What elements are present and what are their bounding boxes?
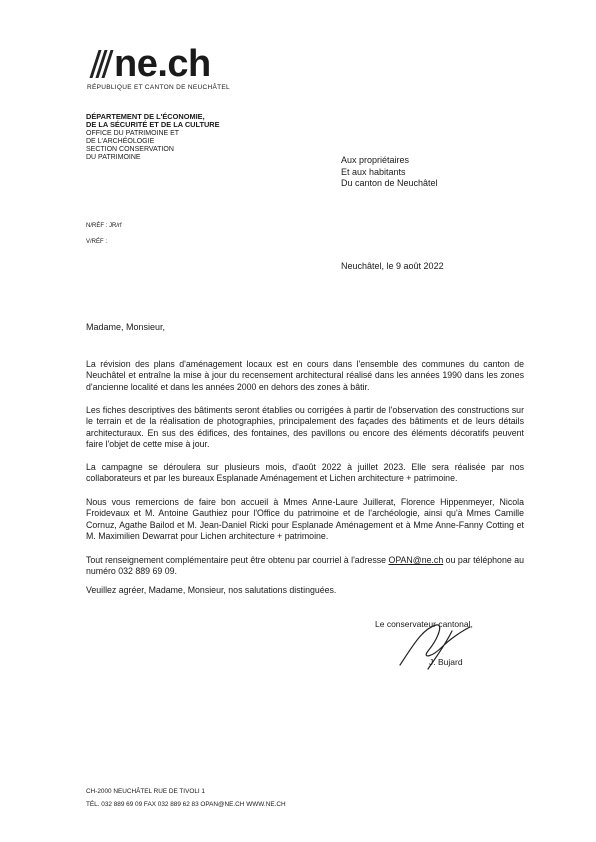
signatory-name: J. Bujard — [429, 657, 463, 667]
paragraph-2: Les fiches descriptives des bâtiments seront établies ou corrigées à partir de l'observation des constructions sur le terrain et de la réalisation de photographies, principalement des façades des bâtiments et de leurs détails architecturaux. En sus des édifices, des fontaines, des pavillons ou encore des éléments décoratifs peuvent faire l'objet de cette mise à jour. — [86, 405, 524, 450]
handwritten-signature — [392, 617, 502, 677]
logo-subtitle: RÉPUBLIQUE ET CANTON DE NEUCHÂTEL — [87, 84, 230, 91]
department-name-line1: DÉPARTEMENT DE L'ÉCONOMIE, — [86, 112, 205, 121]
office-line1: OFFICE DU PATRIMOINE ET — [86, 129, 180, 137]
paragraph-3: La campagne se déroulera sur plusieurs mois, d'août 2022 à juillet 2023. Elle sera réalisée par nos collaborateurs et par les bureaux Esplanade Aménagement et Lichen architecture + patrimoine. — [86, 462, 524, 484]
references — [86, 218, 122, 250]
logo-stripes-icon — [86, 50, 112, 78]
recipient-line2: Et aux habitants — [341, 166, 406, 177]
logo — [86, 44, 266, 94]
footer-contact: TÉL. 032 889 69 09 FAX 032 889 62 83 OPAN@NE.CH WWW.NE.CH — [86, 800, 286, 808]
footer — [86, 786, 286, 811]
your-reference: V/RÉF : — [86, 239, 108, 245]
closing-formula: Veuillez agréer, Madame, Monsieur, nos salutations distinguées. — [86, 585, 337, 595]
footer-address: CH-2000 NEUCHÂTEL RUE DE TIVOLI 1 — [86, 788, 205, 795]
paragraph-1: La révision des plans d'aménagement locaux est en cours dans l'ensemble des communes du canton de Neuchâtel et entraîne la mise à jour du recensement architectural réalisé dans les années 1990 dans les zones d'ancienne localité et dans les années 2000 en dehors des zones à bâtir. — [86, 359, 524, 392]
department-block — [86, 113, 220, 163]
salutation: Madame, Monsieur, — [86, 322, 166, 332]
office-line2: DE L'ARCHÉOLOGIE — [86, 137, 155, 145]
recipient-line1: Aux propriétaires — [341, 155, 410, 165]
recipient-address — [341, 155, 438, 190]
paragraph-5-text-after: ou par téléphone au numéro 032 889 69 09. — [86, 555, 524, 577]
logo-text: ne.ch — [114, 43, 211, 85]
our-reference: N/RÉF : JR/rf — [86, 223, 122, 229]
recipient-line3: Du canton de Neuchâtel — [341, 178, 438, 188]
letter-date: Neuchâtel, le 9 août 2022 — [341, 261, 444, 271]
section-line1: SECTION CONSERVATION — [86, 146, 174, 154]
department-name-line2: DE LA SÉCURITÉ ET DE LA CULTURE — [86, 120, 220, 130]
section-line2: DU PATRIMOINE — [86, 154, 141, 162]
paragraph-4: Nous vous remercions de faire bon accueil à Mmes Anne-Laure Juillerat, Florence Hippenmeyer, Nicola Froidevaux et M. Antoine Gauthiez pour l'Office du patrimoine et de l'archéologie, ainsi qu'à Mmes Camille Cornuz, Agathe Bailod et M. Jean-Daniel Ricki pour Esplanade Aménagement et à Mme Anne-Fanny Cotting et M. Maximilien Dewarrat pour Lichen architecture + patrimoine. — [86, 497, 524, 542]
signature-title: Le conservateur cantonal, — [375, 619, 473, 629]
paragraph-5 — [86, 555, 524, 578]
paragraph-5-text-before: Tout renseignement complémentaire peut être obtenu par courriel à l'adresse — [86, 555, 389, 565]
contact-email-link[interactable]: OPAN@ne.ch — [388, 555, 444, 565]
